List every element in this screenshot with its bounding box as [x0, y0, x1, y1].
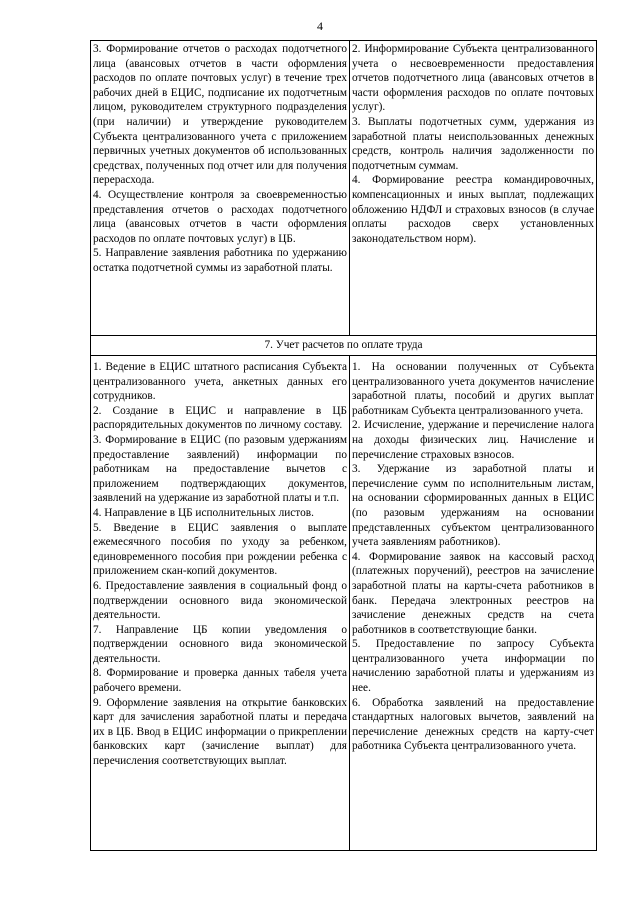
section7-left-item: 1. Ведение в ЕЦИС штатного расписания Субъекта централизованного учета, анкетных данных его сотрудников. [93, 361, 347, 403]
block1-left-item: 5. Направление заявления работника по удержанию остатка подотчетной суммы из заработной платы. [93, 247, 347, 274]
section7-left-item: 8. Формирование и проверка данных табеля учета рабочего времени. [93, 667, 347, 695]
column-divider [349, 41, 350, 335]
page-number: 4 [317, 19, 323, 33]
block1-left-cell [93, 42, 347, 276]
column-divider [349, 355, 350, 850]
block1-right-item: 4. Формирование реестра командировочных, компенсационных и иных выплат, подлежащих обложению НДФЛ и страховых взносов (в случае оплаты расходов сверх установленных законодательством норм). [352, 174, 594, 245]
responsibilities-table [90, 40, 597, 851]
section7-left-item: 3. Формирование в ЕЦИС (по разовым удержаниям предоставление заявлений) информации по работникам на предоставление вычетов с приложением подтверждающих документов, заявлений на удержание из заработной платы и т.п. [93, 433, 347, 505]
block1-left-item: 3. Формирование отчетов о расходах подотчетного лица (авансовых отчетов в части оформления расходов по оплате почтовых услуг) в течение трех рабочих дней в ЕЦИС, подписание их подотчетным лицом, руководителем структурного подразделения (при наличии) и утверждение руководителем Субъекта централизованного учета с приложением первичных учетных документов об использованных средствах, полученных под отчет или для получения перерасхода. [93, 43, 348, 187]
section7-right-item: 2. Исчисление, удержание и перечисление налога на доходы физических лиц. Начисление и перечисление страховых взносов. [352, 419, 594, 461]
section7-right-item: 6. Обработка заявлений на предоставление стандартных налоговых вычетов, заявлений на перечисление денежных средств на карту-счет работника Субъекта централизованного учета. [352, 696, 594, 753]
section7-right-item: 1. На основании полученных от Субъекта централизованного учета документов начисление заработной платы, пособий и других выплат работникам Субъекта централизованного учета. [352, 361, 594, 417]
section7-left-item: 7. Направление ЦБ копии уведомления о подтверждении основного вида экономической деятельности. [93, 623, 347, 665]
section7-left-item: 2. Создание в ЕЦИС и направление в ЦБ распорядительных документов по личному составу. [93, 404, 347, 432]
row-divider [91, 355, 596, 356]
section7-left-item: 4. Направление в ЦБ исполнительных листов. [93, 506, 314, 519]
row-divider [91, 335, 596, 336]
section-title: 7. Учет расчетов по оплате труда [264, 339, 423, 351]
block1-right-item: 3. Выплаты подотчетных сумм, удержания из заработной платы неиспользованных денежных средств, контроль наличия задолженности по подотчетным суммам. [352, 115, 594, 172]
section7-right-item: 4. Формирование заявок на кассовый расход (платежных поручений), реестров на зачисление заработной платы на карты-счета работников в банк. Передача электронных реестров на зачисление денежных средств на счета работников в соответствующие банки. [352, 550, 594, 636]
block1-right-cell [352, 42, 594, 246]
block1-right-item: 2. Информирование Субъекта централизованного учета о несвоевременности предоставления отчетов подотчетного лица (авансовых отчетов в части оформления расходов по оплате почтовых услуг). [352, 43, 594, 114]
section7-right-cell [352, 360, 594, 754]
section7-left-item: 6. Предоставление заявления в социальный фонд о подтверждении основного вида экономической деятельности. [93, 579, 347, 622]
section7-right-item: 3. Удержание из заработной платы и перечисление сумм по исполнительным листам, на основании сформированных данных в ЕЦИС (по разовым удержаниям на основании представленных субъектом централизованного учета заявлениям работников). [352, 463, 594, 549]
section7-right-item: 5. Предоставление по запросу Субъекта централизованного учета информации по начислению заработной платы и удержаниям из нее. [352, 638, 594, 695]
block1-left-item: 4. Осуществление контроля за своевременностью представления отчетов о расходах подотчетного лица (авансовых отчетов в части оформления расходов по оплате почтовых услуг) в ЦБ. [93, 188, 347, 245]
section7-left-item: 9. Оформление заявления на открытие банковских карт для зачисления заработной платы и передача их в ЦБ. Ввод в ЕЦИС информации о прикреплении банковских карт (зачисление выплат) для перечисления соответствующих выплат. [93, 696, 347, 768]
section7-left-item: 5. Введение в ЕЦИС заявления о выплате ежемесячного пособия по уходу за ребенком, единовременного пособия при рождении ребенка с приложением скан-копий документов. [93, 521, 347, 578]
section7-left-cell [93, 360, 347, 769]
